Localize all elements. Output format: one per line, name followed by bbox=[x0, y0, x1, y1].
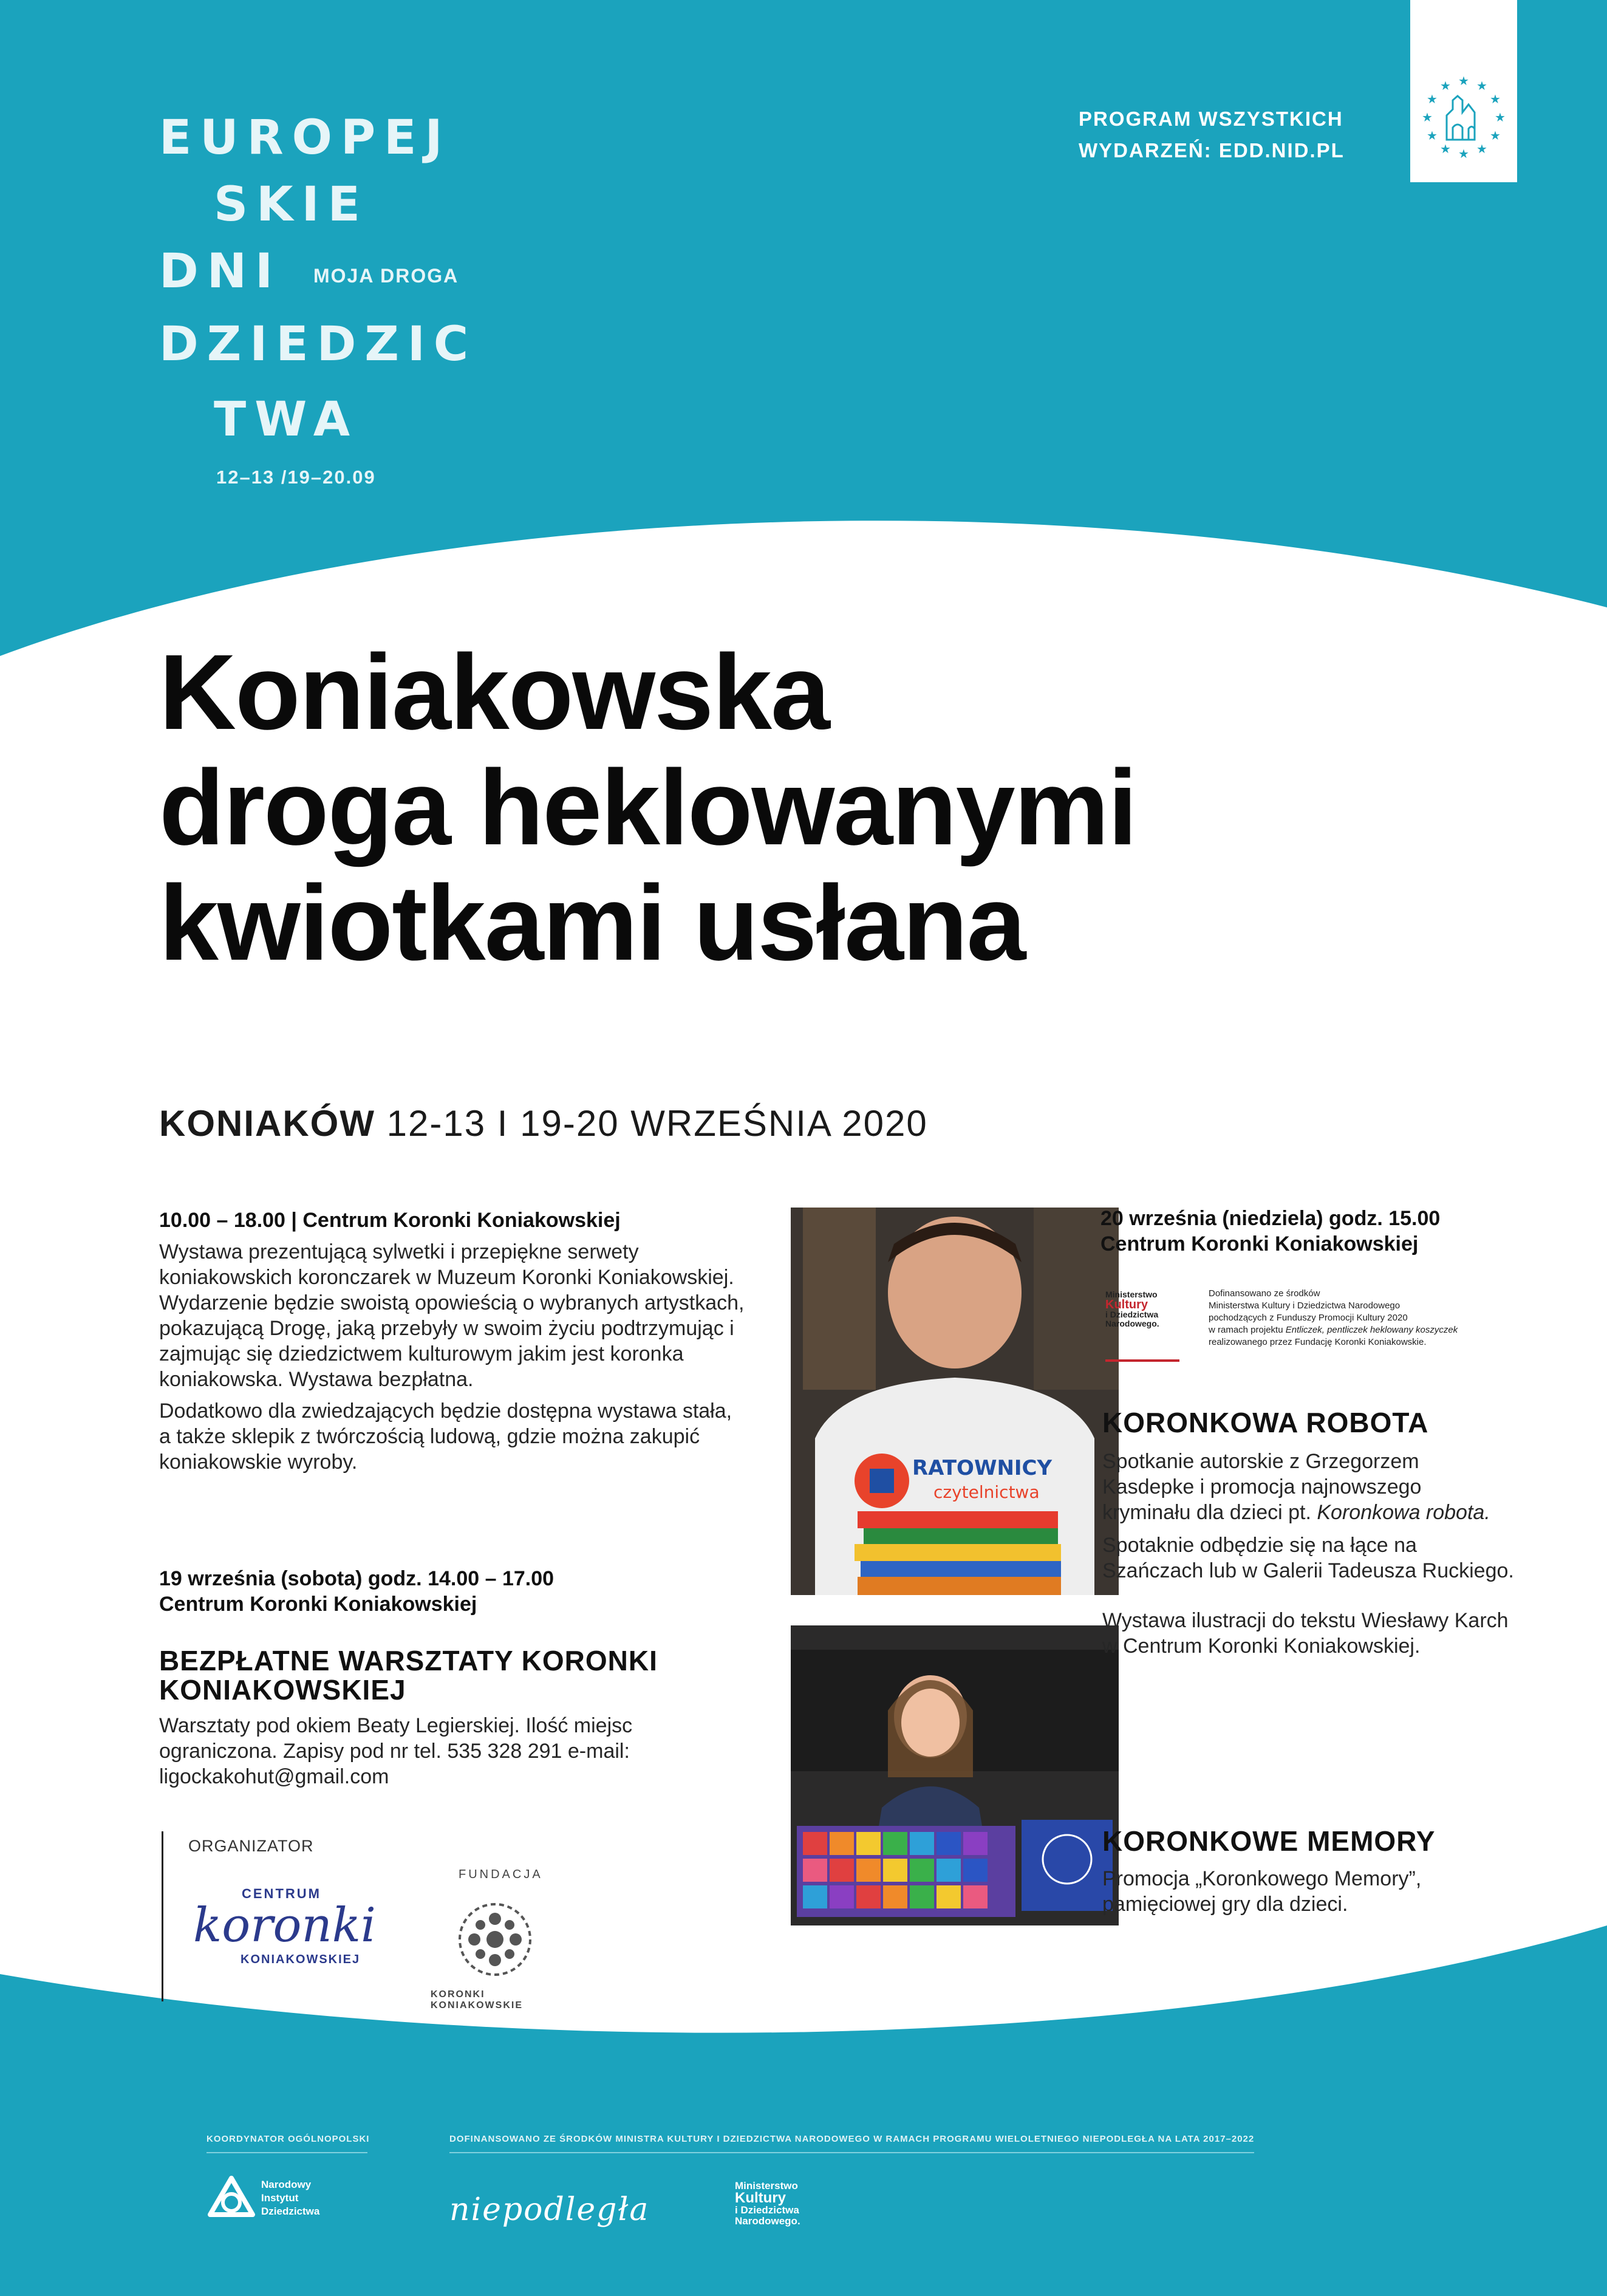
program-link[interactable]: EDD.NID.PL bbox=[1218, 139, 1345, 162]
robota-p1: Spotkanie autorskie z Grzegorzem Kasdepke i promocja najnowszego kryminału dla dzieci pt. Koronkowa robota. bbox=[1102, 1450, 1490, 1524]
koronkowa-robota-text bbox=[1102, 1449, 1515, 1659]
organizer-label: ORGANIZATOR bbox=[188, 1837, 314, 1855]
mkidn-logo: Ministerstwo Kultury i Dziedzictwa Narodowego. bbox=[735, 2180, 800, 2227]
event1-text: Wystawa prezentującą sylwetki i przepiękne serwety koniakowskich koronczarek w Muzeum Koronki Koniakowskiej. Wydarzenie będzie swoistą opowieścią o wybranych artystkach, pokazującą Drogę, jaką przebyły w swoim życiu podtrzymując i zajmując się dziedzictwem kulturowym jakim jest koronka koniakowska. Wystawa bezpłatna. bbox=[159, 1240, 745, 1391]
event-meeting-head bbox=[1100, 1206, 1562, 1257]
dateline-place: KONIAKÓW bbox=[159, 1103, 375, 1144]
event1-text-2: Dodatkowo dla zwiedzających będzie dostępna wystawa stała, a także sklepik z twórczością ludową, gdzie można zakupić koniakowskie wyroby. bbox=[159, 1399, 732, 1474]
svg-text:★: ★ bbox=[1458, 146, 1469, 161]
funding-note: Dofinansowano ze środków Ministerstwa Kultury i Dziedzictwa Narodowego pochodzących z Funduszy Promocji Kultury 2020 w ramach projektu Entliczek, pentliczek heklowany koszyczek realizowanego przez Fundację Koronki Koniakowskie. bbox=[1209, 1288, 1458, 1347]
title-line-1: Koniakowska bbox=[159, 633, 829, 752]
ministry-logo bbox=[1105, 1288, 1179, 1361]
svg-text:★: ★ bbox=[1476, 142, 1487, 156]
author-photo bbox=[791, 1208, 1119, 1595]
svg-text:★: ★ bbox=[1427, 92, 1438, 106]
nid-logo-icon bbox=[205, 2175, 258, 2227]
dateline-dates: 12-13 I 19-20 WRZEŚNIA 2020 bbox=[375, 1103, 928, 1144]
event-exhibition bbox=[159, 1208, 754, 1475]
fundacja-logo bbox=[422, 1868, 568, 2011]
event-workshop-head bbox=[159, 1566, 754, 1617]
svg-text:★: ★ bbox=[1490, 128, 1501, 143]
koronkowa-robota-title: KORONKOWA ROBOTA bbox=[1102, 1407, 1429, 1438]
workshop-title: BEZPŁATNE WARSZTATY KORONKI KONIAKOWSKIEJ bbox=[159, 1645, 658, 1706]
centrum-top: CENTRUM bbox=[242, 1886, 321, 1901]
event1-heading: 10.00 – 18.00 | Centrum Koronki Koniakowskiej bbox=[159, 1209, 621, 1232]
koronkowe-memory-title: KORONKOWE MEMORY bbox=[1102, 1825, 1436, 1857]
dateline bbox=[159, 1102, 928, 1144]
robota-p3: Wystawa ilustracji do tekstu Wiesławy Karch w Centrum Koronki Koniakowskiej. bbox=[1102, 1609, 1509, 1658]
svg-text:★: ★ bbox=[1440, 78, 1451, 93]
svg-text:★: ★ bbox=[1427, 128, 1438, 143]
svg-text:★: ★ bbox=[1458, 73, 1469, 88]
logo-line-5: TWA bbox=[214, 392, 359, 447]
edd-emblem bbox=[1410, 0, 1517, 182]
memory-game-illustration bbox=[791, 1625, 1119, 1925]
program-line-2 bbox=[1079, 135, 1345, 166]
ministry-logo-bar bbox=[1105, 1359, 1179, 1362]
logo-line-1: EUROPEJ bbox=[159, 111, 451, 165]
lace-flower-icon bbox=[422, 1868, 568, 2007]
svg-text:★: ★ bbox=[1440, 142, 1451, 156]
centrum-script: koronki bbox=[193, 1898, 376, 1953]
program-line-1: PROGRAM WSZYSTKICH bbox=[1079, 108, 1343, 130]
svg-text:★: ★ bbox=[1476, 78, 1487, 93]
nid-logo-text: Narodowy Instytut Dziedzictwa bbox=[261, 2179, 320, 2217]
fundacja-top: FUNDACJA bbox=[459, 1868, 543, 1881]
stars-castle-icon bbox=[1410, 0, 1517, 182]
niepodlegla-logo: niepodległa bbox=[449, 2192, 650, 2228]
logo-theme: MOJA DROGA bbox=[313, 265, 459, 287]
event2-heading-2: Centrum Koronki Koniakowskiej bbox=[159, 1593, 477, 1616]
event3-heading-2: Centrum Koronki Koniakowskiej bbox=[1100, 1232, 1419, 1256]
koronkowe-memory-text: Promocja „Koronkowego Memory”, pamięciowej gry dla dzieci. bbox=[1102, 1867, 1422, 1916]
logo-line-4: DZIEDZIC bbox=[159, 317, 477, 372]
logo-line-2: SKIE bbox=[214, 177, 369, 232]
event2-heading-1: 19 września (sobota) godz. 14.00 – 17.00 bbox=[159, 1567, 554, 1590]
title-line-3: kwiotkami usłana bbox=[159, 864, 1025, 983]
organizer-divider bbox=[162, 1831, 163, 2001]
logo-dates: 12–13 /19–20.09 bbox=[216, 466, 376, 488]
svg-text:★: ★ bbox=[1422, 110, 1433, 125]
robota-p2: Spotaknie odbędzie się na łące na Szańczach lub w Galerii Tadeusza Ruckiego. bbox=[1102, 1534, 1514, 1582]
coordinator-label: KOORDYNATOR OGÓLNOPOLSKI bbox=[206, 2134, 370, 2144]
workshop-text: Warsztaty pod okiem Beaty Legierskiej. Ilość miejsc ograniczona. Zapisy pod nr tel. 535 328 291 e-mail: ligockakohut@gmail.com bbox=[159, 1714, 633, 1788]
shirt-text-1: RATOWNICY bbox=[912, 1456, 1053, 1480]
event3-heading-1: 20 września (niedziela) godz. 15.00 bbox=[1100, 1207, 1441, 1230]
centrum-bottom: KONIAKOWSKIEJ bbox=[241, 1953, 361, 1966]
author-photo-illustration bbox=[791, 1208, 1119, 1595]
coordinator-rule bbox=[206, 2152, 367, 2153]
nid-logo bbox=[205, 2168, 351, 2235]
program-info bbox=[1079, 103, 1345, 166]
fundacja-bottom: KORONKI KONIAKOWSKIE bbox=[431, 1989, 523, 2011]
memory-game-photo bbox=[791, 1625, 1119, 1925]
logo-line-3: DNI bbox=[159, 244, 282, 299]
funding-label: DOFINANSOWANO ZE ŚRODKÓW MINISTRA KULTURY I DZIEDZICTWA NARODOWEGO W RAMACH PROGRAMU WIELOLETNIEGO NIEPODLEGŁA NA LATA 2017–2022 bbox=[449, 2134, 1255, 2144]
title-line-2: droga heklowanymi bbox=[159, 748, 1137, 867]
svg-text:★: ★ bbox=[1495, 110, 1506, 125]
ministry-logo-text: Ministerstwo Kultury i Dziedzictwa Narodowego. bbox=[1105, 1290, 1159, 1328]
shirt-text-2: czytelnictwa bbox=[933, 1482, 1040, 1502]
page-title bbox=[159, 635, 1136, 981]
program-prefix: WYDARZEŃ: bbox=[1079, 139, 1219, 162]
funding-rule bbox=[449, 2152, 1254, 2153]
svg-text:★: ★ bbox=[1490, 92, 1501, 106]
centrum-koronki-logo bbox=[189, 1880, 390, 1983]
